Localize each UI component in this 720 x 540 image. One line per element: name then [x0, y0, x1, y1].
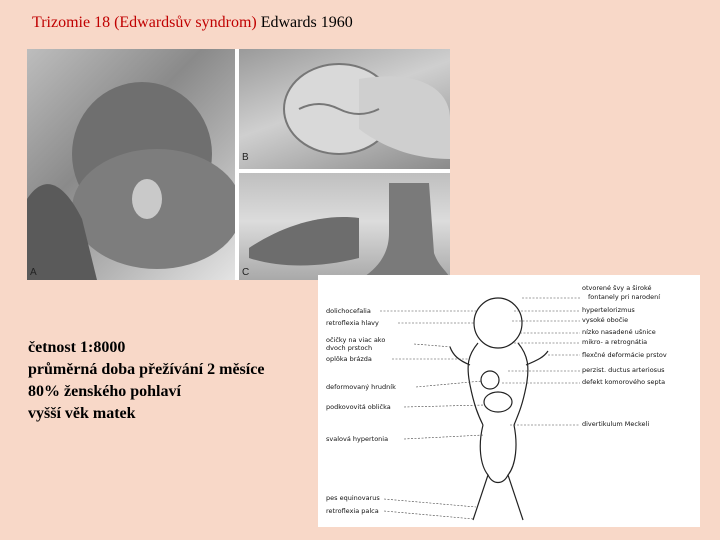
- diagram-label-patent-ductus: perzist. ductus arteriosus: [582, 366, 665, 374]
- diagram-label-hypertelorism: hypertelorizmus: [582, 306, 635, 314]
- diagram-label-chest-deformity: deformovaný hrudník: [326, 383, 396, 391]
- title-syndrome-name: Trizomie 18 (Edwardsův syndrom): [32, 14, 257, 31]
- clinical-photos-panel: [27, 49, 450, 280]
- diagram-label-dolichocephaly: dolichocefalia: [326, 307, 371, 315]
- diagram-label-palmar-crease: oplôka brázda: [326, 355, 372, 363]
- diagram-label-finger-flexion: flexčné deformácie prstov: [582, 351, 667, 359]
- photo-c-label: C: [242, 267, 250, 278]
- diagram-label-micrognathia: mikro- a retrognátia: [582, 338, 648, 346]
- photo-infant-profile: [27, 49, 235, 280]
- diagram-label-high-eyebrows: vysoké obočie: [582, 316, 629, 324]
- stat-incidence: četnost 1:8000: [28, 339, 126, 356]
- diagram-label-horseshoe-kidney: podkovovitá oblička: [326, 403, 391, 411]
- photo-feet: [239, 173, 450, 280]
- stat-survival: průměrná doba přežívání 2 měsíce: [28, 361, 265, 378]
- features-diagram: [318, 275, 700, 527]
- diagram-label-pes-equinovarus: pes equinovarus: [326, 494, 380, 502]
- diagram-label-thumb-retroflexion: retroflexia palca: [326, 507, 379, 515]
- syndrome-statistics: [28, 337, 264, 425]
- diagram-label-head-retroflexion: retroflexia hlavy: [326, 319, 379, 327]
- diagram-label-whorls-line1: očičky na viac ako: [326, 336, 386, 344]
- photo-a-label: A: [30, 267, 37, 278]
- slide-title: [32, 14, 353, 32]
- diagram-label-whorls-line2: dvoch prstoch: [326, 344, 373, 352]
- diagram-label-low-set-ears: nízko nasadené ušnice: [582, 328, 656, 336]
- infant-outline-drawing: [318, 275, 700, 527]
- title-author-year: Edwards 1960: [256, 14, 353, 31]
- clenched-hand-figure: [239, 49, 450, 169]
- diagram-label-open-sutures-line2: fontanely pri narodení: [588, 293, 661, 301]
- diagram-label-vsd: defekt komorového septa: [582, 378, 666, 386]
- stat-female-ratio: 80% ženského pohlaví: [28, 383, 181, 400]
- photo-clenched-hand: [239, 49, 450, 169]
- photo-b-label: B: [242, 152, 249, 163]
- diagram-label-hypertonia: svalová hypertonia: [326, 435, 389, 443]
- stat-maternal-age: vyšší věk matek: [28, 405, 136, 422]
- infant-profile-figure: [27, 49, 235, 280]
- diagram-label-meckel-diverticulum: divertikulum Meckeli: [582, 420, 650, 428]
- diagram-label-open-sutures-line1: otvorené švy a široké: [582, 284, 652, 292]
- feet-figure: [239, 173, 450, 280]
